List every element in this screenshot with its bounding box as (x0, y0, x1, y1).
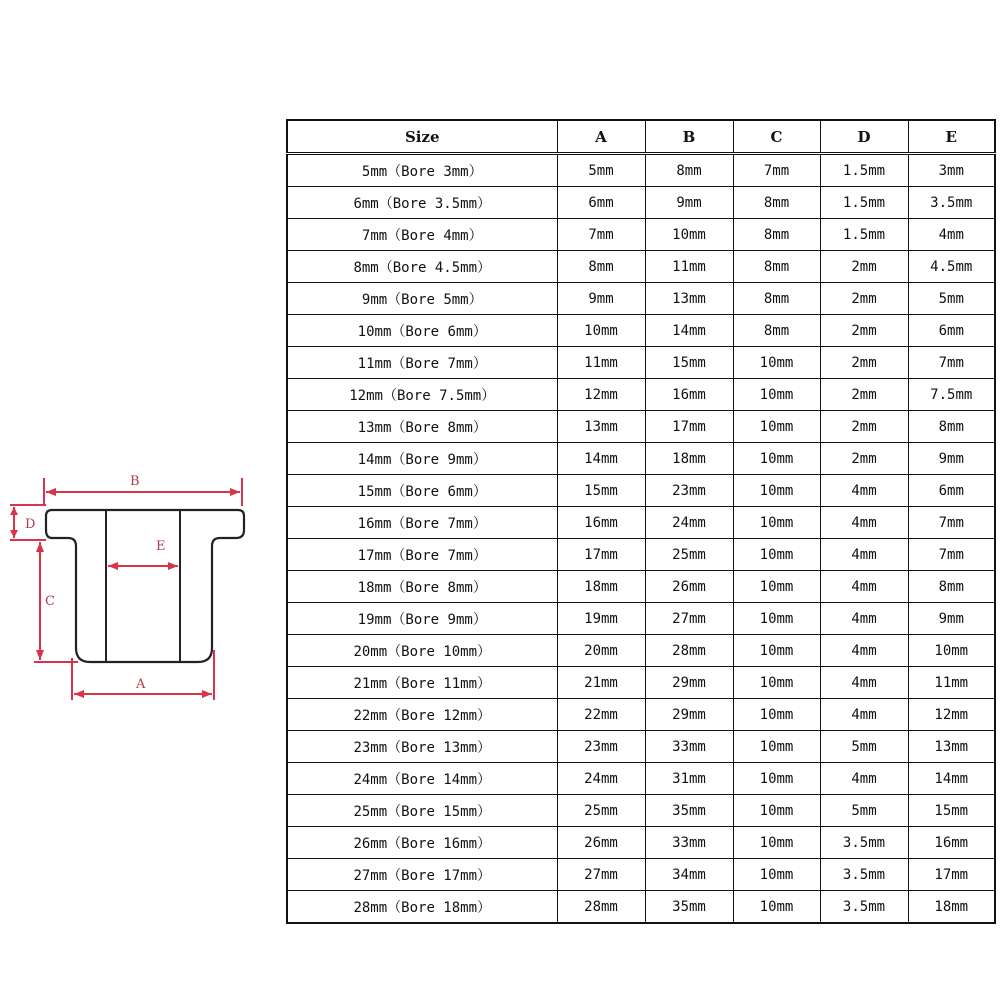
cell-e: 13mm (908, 731, 995, 763)
header-e: E (908, 120, 995, 154)
cell-b: 27mm (645, 603, 733, 635)
cell-a: 23mm (557, 731, 645, 763)
cell-c: 10mm (733, 379, 820, 411)
cell-c: 10mm (733, 635, 820, 667)
cell-e: 3.5mm (908, 187, 995, 219)
table-row (287, 571, 995, 603)
cell-e: 14mm (908, 763, 995, 795)
cell-d: 3.5mm (820, 827, 908, 859)
table-row (287, 859, 995, 891)
cell-b: 25mm (645, 539, 733, 571)
cell-c: 10mm (733, 859, 820, 891)
table-row (287, 347, 995, 379)
table-row (287, 475, 995, 507)
cell-size: 20mm（Bore 10mm） (287, 635, 557, 667)
cell-d: 2mm (820, 347, 908, 379)
cell-a: 25mm (557, 795, 645, 827)
table-row (287, 763, 995, 795)
cell-c: 10mm (733, 475, 820, 507)
table-row (287, 667, 995, 699)
cell-a: 8mm (557, 251, 645, 283)
cell-size: 19mm（Bore 9mm） (287, 603, 557, 635)
cell-e: 17mm (908, 859, 995, 891)
cell-e: 7.5mm (908, 379, 995, 411)
cell-d: 5mm (820, 731, 908, 763)
label-a: A (136, 677, 146, 692)
cell-d: 1.5mm (820, 219, 908, 251)
cell-b: 28mm (645, 635, 733, 667)
header-size: Size (287, 120, 557, 154)
cell-a: 26mm (557, 827, 645, 859)
cell-b: 13mm (645, 283, 733, 315)
cell-b: 29mm (645, 667, 733, 699)
table-row (287, 827, 995, 859)
label-d: D (25, 517, 36, 532)
size-specification-table (286, 119, 996, 924)
cell-size: 6mm（Bore 3.5mm） (287, 187, 557, 219)
cell-e: 15mm (908, 795, 995, 827)
cell-d: 2mm (820, 283, 908, 315)
cell-e: 4.5mm (908, 251, 995, 283)
cell-d: 4mm (820, 635, 908, 667)
cell-b: 26mm (645, 571, 733, 603)
bushing-outline (46, 510, 244, 662)
cell-b: 35mm (645, 795, 733, 827)
table-body (287, 154, 995, 924)
cell-a: 27mm (557, 859, 645, 891)
cell-d: 3.5mm (820, 891, 908, 924)
cell-c: 10mm (733, 443, 820, 475)
cell-size: 9mm（Bore 5mm） (287, 283, 557, 315)
cell-d: 2mm (820, 315, 908, 347)
cell-c: 10mm (733, 571, 820, 603)
cell-b: 31mm (645, 763, 733, 795)
cell-e: 18mm (908, 891, 995, 924)
cell-d: 2mm (820, 379, 908, 411)
cell-a: 9mm (557, 283, 645, 315)
cell-b: 33mm (645, 827, 733, 859)
cell-e: 12mm (908, 699, 995, 731)
cell-e: 3mm (908, 154, 995, 187)
table-row (287, 795, 995, 827)
cell-c: 10mm (733, 795, 820, 827)
cell-b: 23mm (645, 475, 733, 507)
bushing-dimension-diagram (0, 0, 270, 720)
cell-size: 25mm（Bore 15mm） (287, 795, 557, 827)
label-e: E (156, 539, 166, 554)
header-a: A (557, 120, 645, 154)
cell-size: 26mm（Bore 16mm） (287, 827, 557, 859)
cell-d: 4mm (820, 763, 908, 795)
cell-b: 10mm (645, 219, 733, 251)
cell-e: 4mm (908, 219, 995, 251)
cell-a: 18mm (557, 571, 645, 603)
cell-a: 7mm (557, 219, 645, 251)
cell-b: 14mm (645, 315, 733, 347)
cell-a: 22mm (557, 699, 645, 731)
cell-c: 10mm (733, 603, 820, 635)
cell-e: 9mm (908, 603, 995, 635)
table-row (287, 187, 995, 219)
table-row (287, 283, 995, 315)
cell-c: 8mm (733, 251, 820, 283)
cell-a: 15mm (557, 475, 645, 507)
cell-a: 16mm (557, 507, 645, 539)
table-row (287, 379, 995, 411)
cell-a: 17mm (557, 539, 645, 571)
cell-size: 8mm（Bore 4.5mm） (287, 251, 557, 283)
table-row (287, 443, 995, 475)
header-b: B (645, 120, 733, 154)
cell-a: 24mm (557, 763, 645, 795)
table-row (287, 411, 995, 443)
cell-c: 10mm (733, 539, 820, 571)
cell-a: 10mm (557, 315, 645, 347)
cell-a: 20mm (557, 635, 645, 667)
header-c: C (733, 120, 820, 154)
cell-b: 35mm (645, 891, 733, 924)
cell-a: 19mm (557, 603, 645, 635)
cell-size: 21mm（Bore 11mm） (287, 667, 557, 699)
cell-size: 13mm（Bore 8mm） (287, 411, 557, 443)
cell-size: 22mm（Bore 12mm） (287, 699, 557, 731)
cell-c: 8mm (733, 315, 820, 347)
table-row (287, 251, 995, 283)
cell-a: 14mm (557, 443, 645, 475)
cell-size: 15mm（Bore 6mm） (287, 475, 557, 507)
cell-size: 10mm（Bore 6mm） (287, 315, 557, 347)
cell-a: 6mm (557, 187, 645, 219)
cell-e: 11mm (908, 667, 995, 699)
cell-b: 17mm (645, 411, 733, 443)
cell-size: 18mm（Bore 8mm） (287, 571, 557, 603)
table-header-row (287, 120, 995, 154)
cell-e: 6mm (908, 315, 995, 347)
cell-d: 4mm (820, 507, 908, 539)
cell-e: 8mm (908, 411, 995, 443)
cell-c: 10mm (733, 411, 820, 443)
cell-e: 8mm (908, 571, 995, 603)
cell-size: 5mm（Bore 3mm） (287, 154, 557, 187)
cell-c: 10mm (733, 667, 820, 699)
cell-size: 11mm（Bore 7mm） (287, 347, 557, 379)
cell-c: 10mm (733, 699, 820, 731)
cell-b: 24mm (645, 507, 733, 539)
cell-b: 33mm (645, 731, 733, 763)
cell-e: 5mm (908, 283, 995, 315)
cell-c: 10mm (733, 347, 820, 379)
cell-e: 16mm (908, 827, 995, 859)
cell-c: 10mm (733, 731, 820, 763)
cell-c: 10mm (733, 891, 820, 924)
table-row (287, 699, 995, 731)
table-row (287, 315, 995, 347)
table-row (287, 539, 995, 571)
cell-c: 10mm (733, 507, 820, 539)
cell-size: 7mm（Bore 4mm） (287, 219, 557, 251)
cell-e: 9mm (908, 443, 995, 475)
cell-d: 4mm (820, 475, 908, 507)
cell-b: 16mm (645, 379, 733, 411)
cell-b: 11mm (645, 251, 733, 283)
cell-d: 4mm (820, 699, 908, 731)
table-row (287, 154, 995, 187)
cell-d: 4mm (820, 667, 908, 699)
cell-c: 7mm (733, 154, 820, 187)
cell-size: 28mm（Bore 18mm） (287, 891, 557, 924)
cell-size: 16mm（Bore 7mm） (287, 507, 557, 539)
cell-d: 1.5mm (820, 154, 908, 187)
cell-a: 28mm (557, 891, 645, 924)
cell-d: 5mm (820, 795, 908, 827)
cell-d: 1.5mm (820, 187, 908, 219)
table-row (287, 219, 995, 251)
cell-e: 7mm (908, 539, 995, 571)
cell-c: 10mm (733, 763, 820, 795)
cell-size: 14mm（Bore 9mm） (287, 443, 557, 475)
cell-size: 27mm（Bore 17mm） (287, 859, 557, 891)
cell-size: 12mm（Bore 7.5mm） (287, 379, 557, 411)
table-row (287, 891, 995, 924)
cell-d: 3.5mm (820, 859, 908, 891)
label-b: B (130, 474, 140, 489)
table-row (287, 507, 995, 539)
cell-e: 6mm (908, 475, 995, 507)
cell-d: 4mm (820, 603, 908, 635)
cell-c: 10mm (733, 827, 820, 859)
cell-b: 29mm (645, 699, 733, 731)
cell-c: 8mm (733, 283, 820, 315)
cell-size: 24mm（Bore 14mm） (287, 763, 557, 795)
cell-d: 2mm (820, 251, 908, 283)
table-row (287, 603, 995, 635)
cell-a: 5mm (557, 154, 645, 187)
cell-c: 8mm (733, 187, 820, 219)
cell-a: 21mm (557, 667, 645, 699)
cell-e: 7mm (908, 507, 995, 539)
label-c: C (45, 594, 55, 609)
cell-e: 10mm (908, 635, 995, 667)
table-row (287, 731, 995, 763)
cell-b: 18mm (645, 443, 733, 475)
cell-a: 13mm (557, 411, 645, 443)
cell-size: 23mm（Bore 13mm） (287, 731, 557, 763)
header-d: D (820, 120, 908, 154)
cell-b: 9mm (645, 187, 733, 219)
cell-a: 11mm (557, 347, 645, 379)
cell-d: 2mm (820, 443, 908, 475)
table-row (287, 635, 995, 667)
cell-d: 2mm (820, 411, 908, 443)
cell-e: 7mm (908, 347, 995, 379)
cell-c: 8mm (733, 219, 820, 251)
cell-size: 17mm（Bore 7mm） (287, 539, 557, 571)
cell-d: 4mm (820, 571, 908, 603)
cell-d: 4mm (820, 539, 908, 571)
cell-b: 8mm (645, 154, 733, 187)
cell-b: 15mm (645, 347, 733, 379)
cell-b: 34mm (645, 859, 733, 891)
cell-a: 12mm (557, 379, 645, 411)
